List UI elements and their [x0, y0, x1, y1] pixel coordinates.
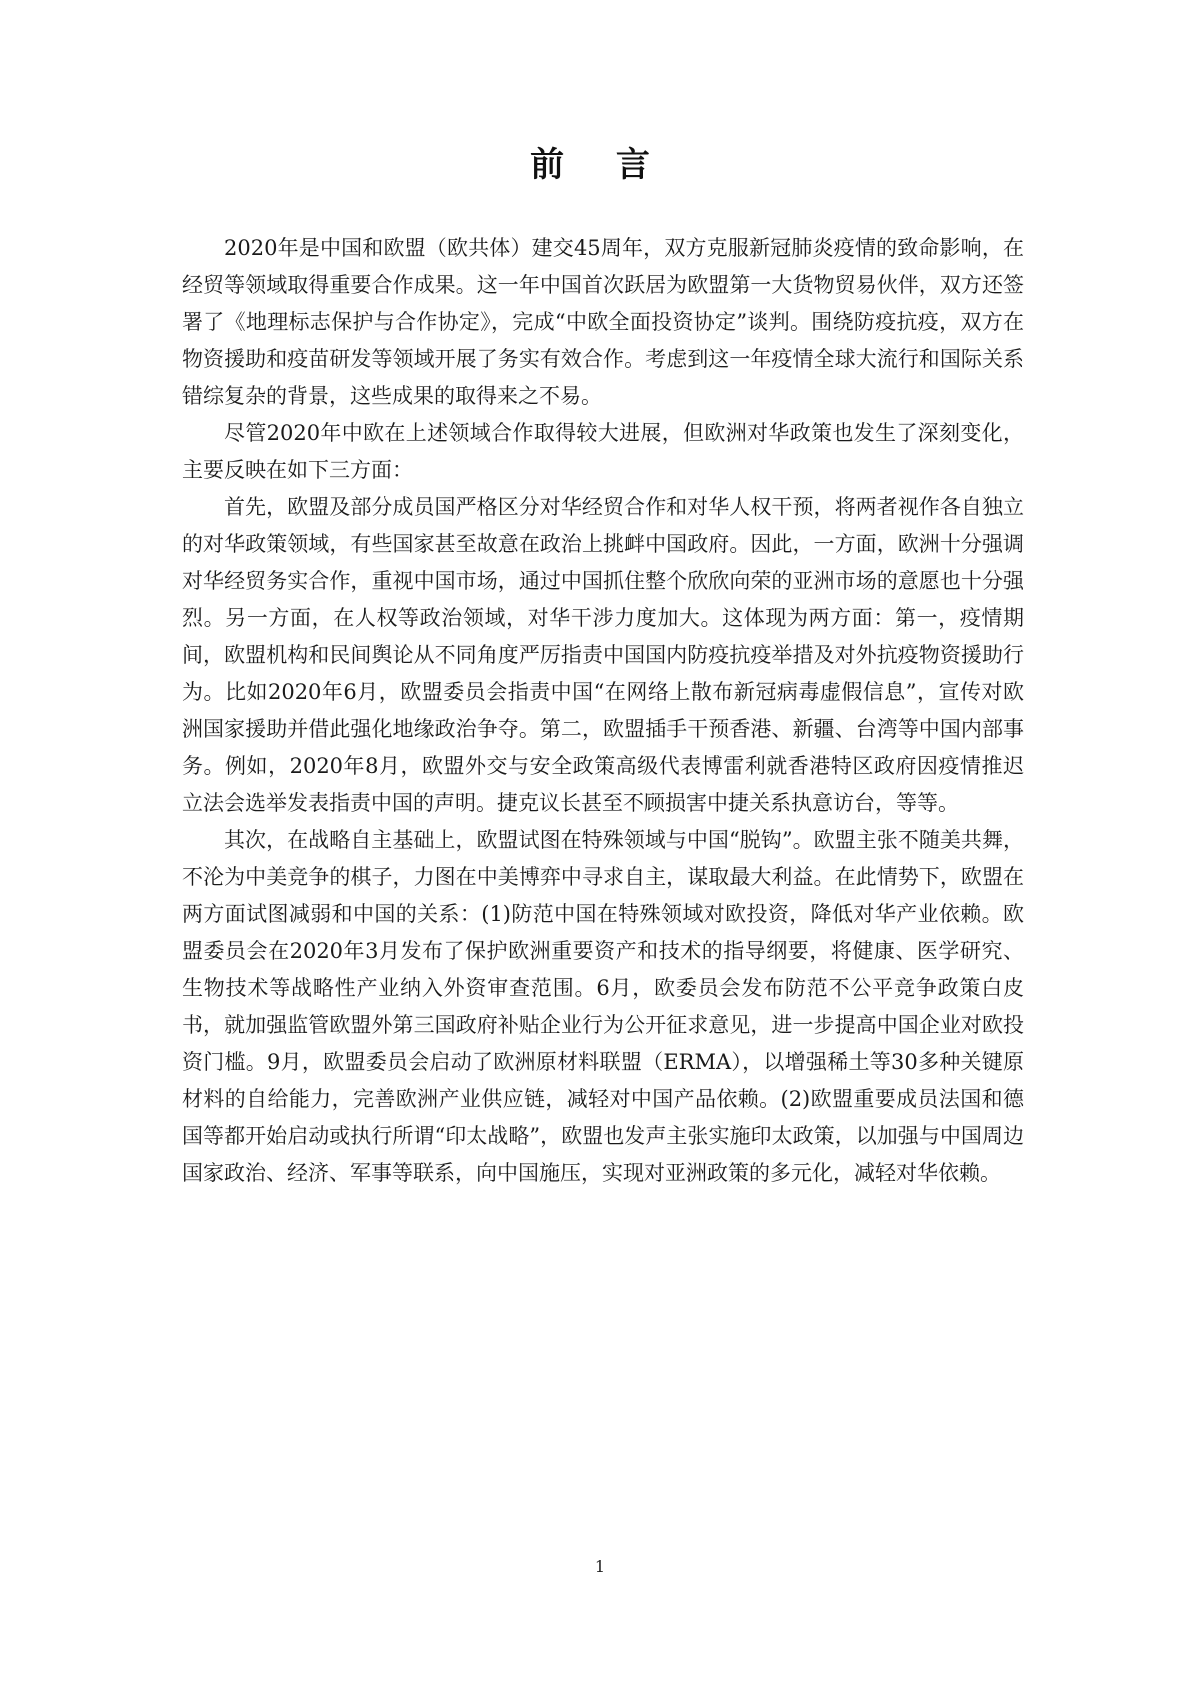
paragraph: 尽管2020年中欧在上述领域合作取得较大进展，但欧洲对华政策也发生了深刻变化，主要反映在如下三方面：	[182, 421, 1024, 482]
document-body	[182, 230, 1024, 1192]
paragraph: 其次，在战略自主基础上，欧盟试图在特殊领域与中国“脱钩”。欧盟主张不随美共舞，不沦为中美竞争的棋子，力图在中美博弈中寻求自主，谋取最大利益。在此情势下，欧盟在两方面试图减弱和中国的关系：(1)防范中国在特殊领域对欧投资，降低对华产业依赖。欧盟委员会在2020年3月发布了保护欧洲重要资产和技术的指导纲要，将健康、医学研究、生物技术等战略性产业纳入外资审查范围。6月，欧委员会发布防范不公平竞争政策白皮书，就加强监管欧盟外第三国政府补贴企业行为公开征求意见，进一步提高中国企业对欧投资门槛。9月，欧盟委员会启动了欧洲原材料联盟（ERMA），以增强稀土等30多种关键原材料的自给能力，完善欧洲产业供应链，减轻对中国产品依赖。(2)欧盟重要成员法国和德国等都开始启动或执行所谓“印太战略”，欧盟也发声主张实施印太政策，以加强与中国周边国家政治、经济、军事等联系，向中国施压，实现对亚洲政策的多元化，减轻对华依赖。	[182, 828, 1024, 1185]
page-title: 前 言	[530, 145, 670, 185]
paragraph: 2020年是中国和欧盟（欧共体）建交45周年，双方克服新冠肺炎疫情的致命影响，在经贸等领域取得重要合作成果。这一年中国首次跃居为欧盟第一大货物贸易伙伴，双方还签署了《地理标志保护与合作协定》，完成“中欧全面投资协定”谈判。围绕防疫抗疫，双方在物资援助和疫苗研发等领域开展了务实有效合作。考虑到这一年疫情全球大流行和国际关系错综复杂的背景，这些成果的取得来之不易。	[182, 236, 1024, 408]
paragraph: 首先，欧盟及部分成员国严格区分对华经贸合作和对华人权干预，将两者视作各自独立的对华政策领域，有些国家甚至故意在政治上挑衅中国政府。因此，一方面，欧洲十分强调对华经贸务实合作，重视中国市场，通过中国抓住整个欣欣向荣的亚洲市场的意愿也十分强烈。另一方面，在人权等政治领域，对华干涉力度加大。这体现为两方面：第一，疫情期间，欧盟机构和民间舆论从不同角度严厉指责中国国内防疫抗疫举措及对外抗疫物资援助行为。比如2020年6月，欧盟委员会指责中国“在网络上散布新冠病毒虚假信息”，宣传对欧洲国家援助并借此强化地缘政治争夺。第二，欧盟插手干预香港、新疆、台湾等中国内部事务。例如，2020年8月，欧盟外交与安全政策高级代表博雷利就香港特区政府因疫情推迟立法会选举发表指责中国的声明。捷克议长甚至不顾损害中捷关系执意访台，等等。	[182, 495, 1024, 815]
page-number: 1	[594, 1557, 606, 1576]
